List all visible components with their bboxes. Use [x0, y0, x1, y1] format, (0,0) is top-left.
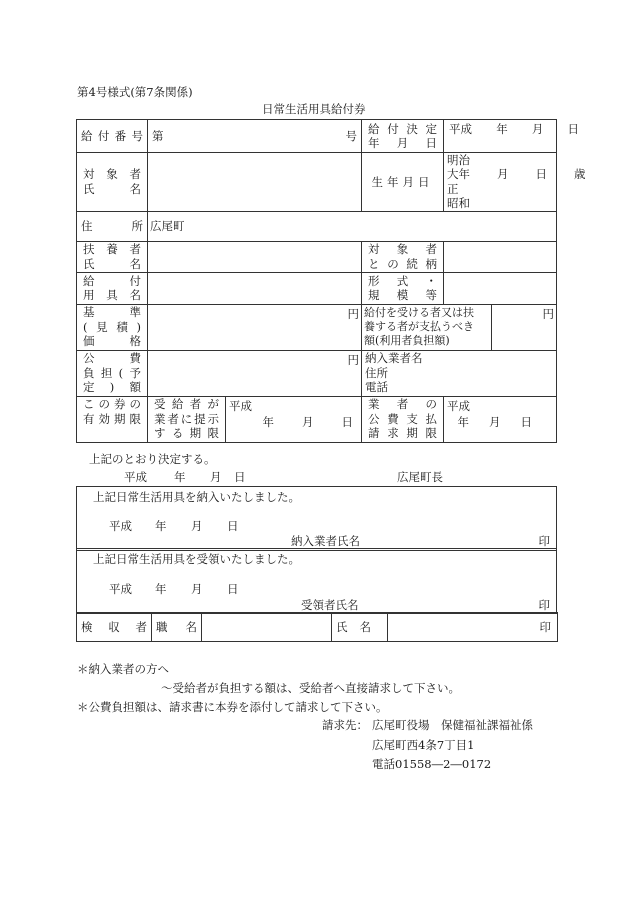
- claim-label-line3: 請求期限: [368, 426, 438, 441]
- inspection-title-label: 職名: [152, 613, 202, 642]
- birth-day-unit: 日: [535, 167, 548, 182]
- relation-label-line2: との続柄: [368, 256, 438, 271]
- receipt-text: 上記日常生活用具を受領いたしました。: [93, 552, 300, 566]
- inspection-seal: 印: [539, 619, 551, 634]
- supporter-label-line2: 氏名: [83, 256, 141, 271]
- age-unit: 歳: [574, 167, 586, 182]
- cell-public-value: [148, 350, 362, 396]
- cell-subject-label: [77, 153, 148, 212]
- voucher-table: [76, 119, 586, 443]
- present-month: 月: [302, 414, 314, 429]
- cell-model-label: [362, 272, 444, 304]
- contact-phone: 電話01558―2―0172: [372, 757, 492, 771]
- cell-number-label: 給付番号: [77, 120, 148, 153]
- inspection-name-value: [388, 613, 558, 642]
- inspection-table: [76, 612, 558, 642]
- cell-relation-label: [362, 241, 444, 272]
- receipt-date-month: 月: [191, 582, 203, 596]
- decision-label-line1: 給付決定: [368, 121, 438, 136]
- form-number-label: 第4号様式(第7条関係): [77, 85, 193, 99]
- claim-year: 年: [457, 414, 470, 429]
- supplier-address-label: 住所: [365, 365, 389, 380]
- cell-copay-label: [362, 304, 492, 350]
- note-public-cost: ＊公費負担額は、請求書に本券を添付して請求して下さい。: [77, 700, 388, 714]
- birth-year-unit: 年: [458, 167, 471, 182]
- cell-relation-value: [444, 241, 557, 272]
- cell-present-label: [148, 396, 226, 442]
- copay-label-line2: 養する者が支払うべき: [364, 320, 475, 334]
- cell-claim-value: [444, 396, 557, 442]
- decision-day: 日: [567, 122, 579, 136]
- claim-label-line2: 公費支払: [368, 411, 438, 426]
- delivery-signer-label: 納入業者氏名: [291, 534, 360, 548]
- decision-date: [124, 471, 246, 485]
- receipt-signer-label: 受領者氏名: [301, 598, 359, 612]
- cell-copay-value: [492, 304, 557, 350]
- era-taisho: 大正: [447, 167, 459, 196]
- cell-claim-label: [362, 396, 444, 442]
- cell-item-label: [77, 272, 148, 304]
- model-label-line2: 規模等: [368, 288, 438, 302]
- supplier-name-label: 納入業者名: [365, 351, 423, 366]
- claim-month: 月: [489, 414, 501, 429]
- public-label-line3: 定)額: [83, 380, 141, 395]
- cell-supplier-info: [362, 350, 557, 396]
- cell-address-label: 住所: [77, 211, 148, 241]
- contact-address: 広尾町西4条7丁目1: [372, 738, 475, 752]
- cell-birth-label: 生年月日: [362, 153, 444, 212]
- cell-subject-value: [148, 153, 362, 212]
- claim-era: 平成: [447, 398, 471, 413]
- era-showa: 昭和: [447, 196, 471, 211]
- delivery-date-month: 月: [191, 519, 203, 533]
- delivery-box: [76, 486, 557, 551]
- delivery-seal: 印: [538, 534, 550, 548]
- cell-supporter-label: [77, 241, 148, 272]
- era-meiji: 明治: [447, 153, 471, 167]
- present-label-line2: 業者に提示: [154, 411, 219, 426]
- decision-era: 平成: [449, 122, 473, 136]
- cell-address-value: 広尾町: [148, 211, 557, 241]
- inspection-title-value: [202, 613, 332, 642]
- contact-org: 広尾町役場 保健福祉課福祉係: [372, 718, 533, 732]
- mayor-label: 広尾町長: [397, 470, 443, 484]
- present-era: 平成: [229, 398, 252, 413]
- delivery-date-era: 平成: [109, 519, 132, 533]
- supporter-label-line1: 扶養者: [83, 242, 141, 257]
- inspection-name-label: 氏名: [332, 613, 388, 642]
- contact-prefix: 請求先：: [322, 718, 368, 732]
- form-title: 日常生活用具給付券: [262, 102, 366, 116]
- number-suffix: 号: [345, 128, 358, 143]
- receipt-date-year: 年: [155, 582, 167, 596]
- cell-public-label: [77, 350, 148, 396]
- cell-standard-value: [148, 304, 362, 350]
- cell-number-value: [148, 120, 362, 153]
- note-supplier-head: ＊納入業者の方へ: [77, 662, 169, 676]
- cell-decision-date-label: [362, 120, 444, 153]
- decision-date-month: 月: [210, 470, 222, 484]
- note-supplier-body: ～受給者が負担する額は、受給者へ直接請求して下さい。: [161, 681, 460, 695]
- present-day: 日: [341, 414, 354, 429]
- item-label-line1: 給付: [83, 273, 141, 288]
- cell-decision-date-value: [444, 120, 579, 153]
- cell-birth-value: [444, 153, 586, 212]
- receipt-date: [109, 583, 239, 597]
- validity-label-line1: この券の: [83, 397, 141, 412]
- public-yen: 円: [347, 352, 360, 367]
- standard-label-line3: 価格: [83, 334, 141, 349]
- inspection-label: 検収者: [77, 613, 152, 642]
- decision-date-day: 日: [234, 470, 246, 484]
- cell-item-value: [148, 272, 362, 304]
- delivery-date-day: 日: [227, 519, 239, 533]
- item-label-line2: 用具名: [83, 288, 141, 302]
- decision-year: 年: [496, 122, 508, 136]
- supplier-phone-label: 電話: [365, 380, 389, 395]
- receipt-date-day: 日: [227, 582, 239, 596]
- delivery-text: 上記日常生活用具を納入いたしました。: [93, 490, 300, 504]
- cell-present-value: [226, 396, 362, 442]
- decision-date-year: 年: [174, 470, 186, 484]
- number-prefix: 第: [152, 128, 164, 143]
- cell-validity-label: [77, 396, 148, 442]
- receipt-seal: 印: [538, 598, 550, 612]
- copay-label-line1: 給付を受ける者又は扶: [364, 306, 475, 320]
- decision-label-line2: 年月日: [368, 136, 438, 150]
- present-year: 年: [262, 414, 275, 429]
- receipt-date-era: 平成: [109, 582, 132, 596]
- copay-yen: 円: [542, 306, 555, 321]
- standard-yen: 円: [347, 306, 360, 321]
- model-label-line1: 形式・: [368, 273, 438, 288]
- public-label-line2: 負担(予: [83, 365, 141, 380]
- cell-model-value: [444, 272, 557, 304]
- relation-label-line1: 対象者: [368, 242, 438, 257]
- subject-label-line2: 氏名: [83, 181, 141, 196]
- claim-day: 日: [520, 414, 533, 429]
- public-label-line1: 公費: [83, 351, 141, 366]
- cell-standard-label: [77, 304, 148, 350]
- standard-label-line2: (見積): [83, 319, 141, 334]
- copay-label-line3: 額(利用者負担額): [364, 333, 450, 347]
- claim-label-line1: 業者の: [368, 397, 438, 412]
- receipt-box: [76, 548, 557, 614]
- decision-month: 月: [531, 122, 544, 136]
- present-label-line1: 受給者が: [154, 397, 219, 412]
- birth-month-unit: 月: [497, 167, 509, 182]
- delivery-date-year: 年: [155, 519, 167, 533]
- decision-text: 上記のとおり決定する。: [89, 452, 216, 466]
- validity-label-line2: 有効期限: [83, 411, 141, 426]
- cell-supporter-value: [148, 241, 362, 272]
- standard-label-line1: 基準: [83, 305, 141, 320]
- decision-date-era: 平成: [124, 470, 147, 484]
- present-label-line3: する期限: [154, 426, 219, 441]
- delivery-date: [109, 520, 239, 534]
- subject-label-line1: 対象者: [83, 167, 141, 182]
